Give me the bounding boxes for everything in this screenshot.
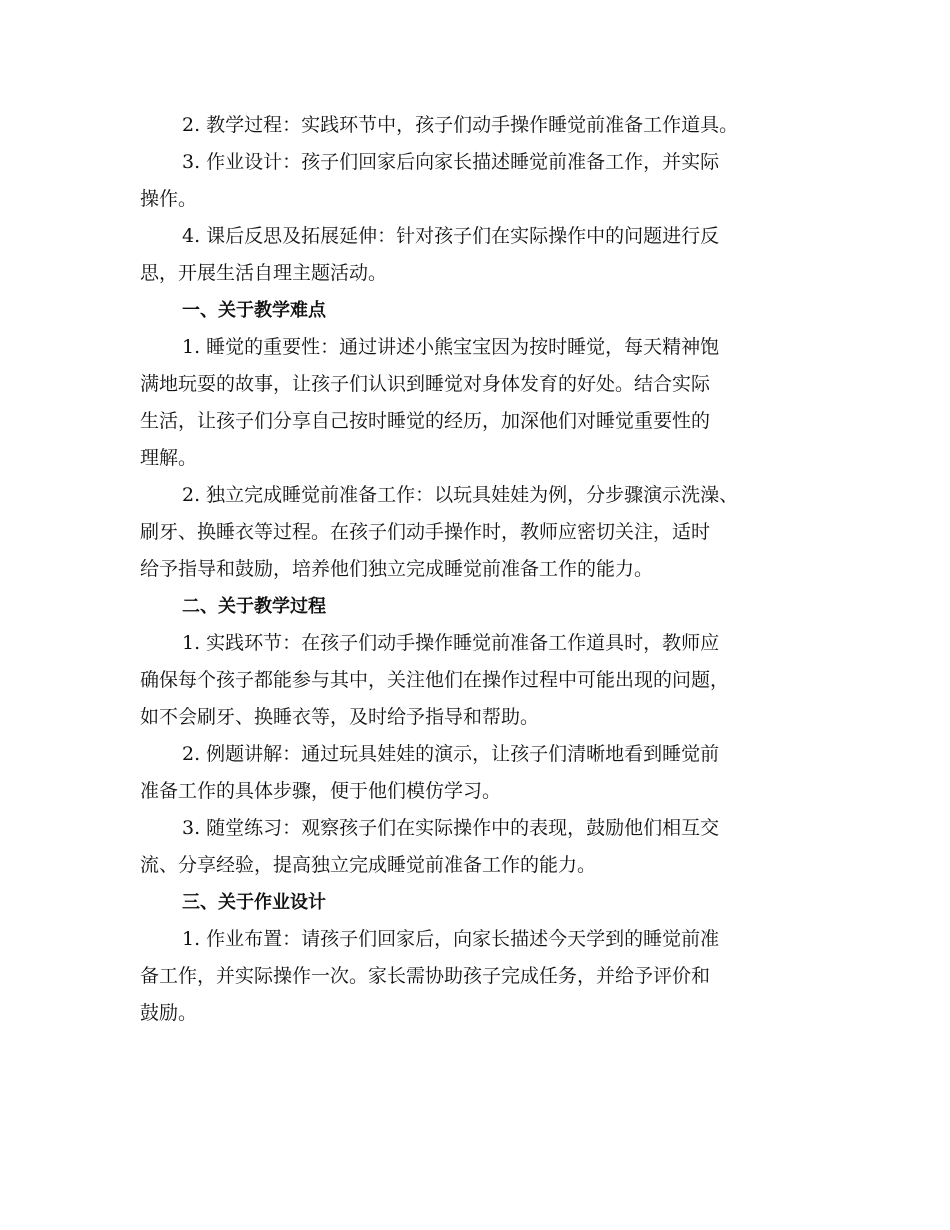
section-heading-text: 三、关于作业设计 bbox=[182, 892, 326, 913]
paragraph bbox=[140, 144, 820, 218]
paragraph-line: 1. 睡觉的重要性：通过讲述小熊宝宝因为按时睡觉，每天精神饱 bbox=[182, 336, 720, 358]
document-body bbox=[140, 107, 820, 1032]
paragraph-line: 理解。 bbox=[140, 447, 198, 469]
paragraph-line: 3. 随堂练习：观察孩子们在实际操作中的表现，鼓励他们相互交 bbox=[182, 817, 720, 839]
section-heading-text: 二、关于教学过程 bbox=[182, 596, 326, 617]
paragraph bbox=[140, 477, 820, 588]
paragraph-line: 2. 例题讲解：通过玩具娃娃的演示，让孩子们清晰地看到睡觉前 bbox=[182, 743, 720, 765]
paragraph bbox=[140, 218, 820, 292]
paragraph-line: 4. 课后反思及拓展延伸：针对孩子们在实际操作中的问题进行反 bbox=[182, 225, 720, 247]
paragraph-line: 满地玩耍的故事，让孩子们认识到睡觉对身体发育的好处。结合实际 bbox=[140, 373, 711, 395]
paragraph-line: 流、分享经验，提高独立完成睡觉前准备工作的能力。 bbox=[140, 854, 597, 876]
paragraph bbox=[140, 736, 820, 810]
section-heading bbox=[140, 588, 820, 625]
paragraph-line: 鼓励。 bbox=[140, 1002, 198, 1024]
paragraph-line: 确保每个孩子都能参与其中，关注他们在操作过程中可能出现的问题， bbox=[140, 669, 730, 691]
paragraph bbox=[140, 107, 820, 144]
paragraph bbox=[140, 329, 820, 477]
section-heading bbox=[140, 292, 820, 329]
paragraph-line: 刷牙、换睡衣等过程。在孩子们动手操作时，教师应密切关注，适时 bbox=[140, 521, 711, 543]
paragraph-line: 操作。 bbox=[140, 188, 198, 210]
paragraph bbox=[140, 625, 820, 736]
paragraph bbox=[140, 921, 820, 1032]
paragraph-line: 给予指导和鼓励，培养他们独立完成睡觉前准备工作的能力。 bbox=[140, 558, 654, 580]
paragraph-line: 2. 教学过程：实践环节中，孩子们动手操作睡觉前准备工作道具。 bbox=[182, 114, 739, 136]
paragraph-line: 1. 实践环节：在孩子们动手操作睡觉前准备工作道具时，教师应 bbox=[182, 632, 720, 654]
paragraph-line: 生活，让孩子们分享自己按时睡觉的经历，加深他们对睡觉重要性的 bbox=[140, 410, 711, 432]
paragraph-line: 备工作，并实际操作一次。家长需协助孩子完成任务，并给予评价和 bbox=[140, 965, 711, 987]
section-heading-text: 一、关于教学难点 bbox=[182, 300, 326, 321]
paragraph-line: 准备工作的具体步骤，便于他们模仿学习。 bbox=[140, 780, 502, 802]
section-heading bbox=[140, 884, 820, 921]
paragraph-line: 3. 作业设计：孩子们回家后向家长描述睡觉前准备工作，并实际 bbox=[182, 151, 720, 173]
paragraph bbox=[140, 810, 820, 884]
paragraph-line: 如不会刷牙、换睡衣等，及时给予指导和帮助。 bbox=[140, 706, 540, 728]
paragraph-line: 思，开展生活自理主题活动。 bbox=[140, 262, 388, 284]
paragraph-line: 1. 作业布置：请孩子们回家后，向家长描述今天学到的睡觉前准 bbox=[182, 928, 720, 950]
paragraph-line: 2. 独立完成睡觉前准备工作：以玩具娃娃为例，分步骤演示洗澡、 bbox=[182, 484, 739, 506]
